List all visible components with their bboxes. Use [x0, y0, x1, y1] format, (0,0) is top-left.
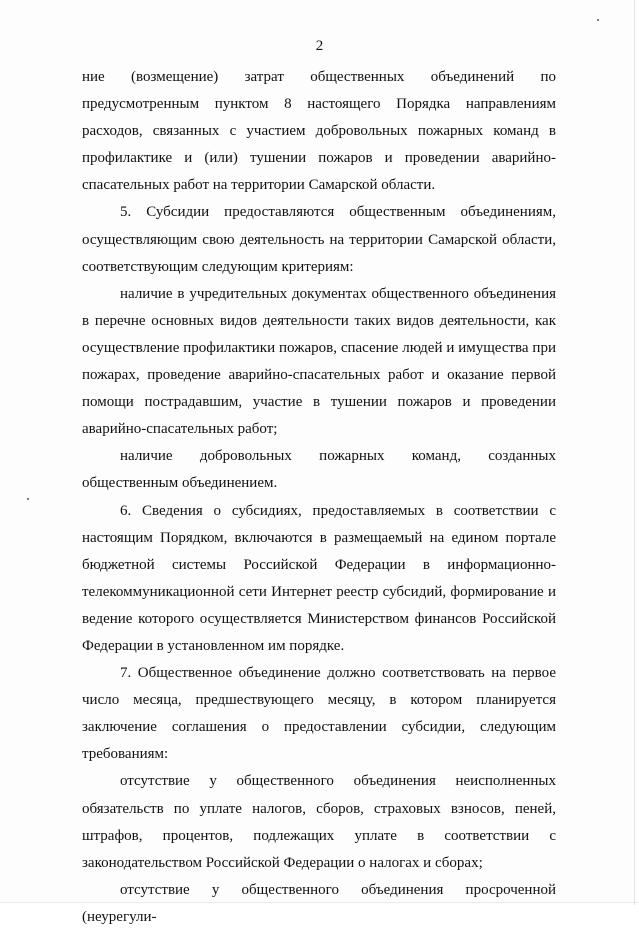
- scan-edge-right: [634, 0, 635, 905]
- paragraph-requirement-2: отсутствие у общественного объединения просроченной (неурегули-: [82, 881, 556, 925]
- page-number: 2: [315, 38, 324, 54]
- paragraph-item-7: 7. Общественное объединение должно соответствовать на первое число месяца, предшествующего месяцу, в котором планируется заключение соглашения о предоставлении субсидии, следующим требованиям:: [82, 665, 556, 763]
- paragraph-continuation: ние (возмещение) затрат общественных объединений по предусмотренным пунктом 8 настоящего Порядка направлениям расходов, связанных с участием добровольных пожарных команд в профилактике и (или) тушении пожаров и проведении аварийно-спасательных работ на территории Самарской области.: [82, 69, 556, 194]
- scan-speck: [597, 19, 599, 21]
- scan-edge-bottom: [0, 902, 639, 903]
- paragraph-item-6: 6. Сведения о субсидиях, предоставляемых в соответствии с настоящим Порядком, включаются в размещаемый на едином портале бюджетной системы Российской Федерации в информационно-телекоммуникационной сети Интернет реестр субсидий, формирование и ведение которого осуществляется Министерством финансов Российской Федерации в установленном им порядке.: [82, 502, 556, 654]
- document-body: [82, 64, 556, 931]
- paragraph-requirement-1: отсутствие у общественного объединения неисполненных обязательств по уплате налогов, сборов, страховых взносов, пеней, штрафов, процентов, подлежащих уплате в соответствии с законодательством Российской Федерации о налогах и сборах;: [82, 773, 556, 871]
- paragraph-criterion-1: наличие в учредительных документах общественного объединения в перечне основных видов деятельности таких видов деятельности, как осуществление профилактики пожаров, спасение людей и имущества при пожарах, проведение аварийно-спасательных работ и оказание первой помощи пострадавшим, участие в тушении пожаров и проведении аварийно-спасательных работ;: [82, 285, 556, 438]
- paragraph-item-5: 5. Субсидии предоставляются общественным объединениям, осуществляющим свою деятельность на территории Самарской области, соответствующим следующим критериям:: [82, 204, 556, 275]
- paragraph-criterion-2: наличие добровольных пожарных команд, созданных общественным объединением.: [82, 448, 556, 492]
- scan-speck: [27, 498, 29, 500]
